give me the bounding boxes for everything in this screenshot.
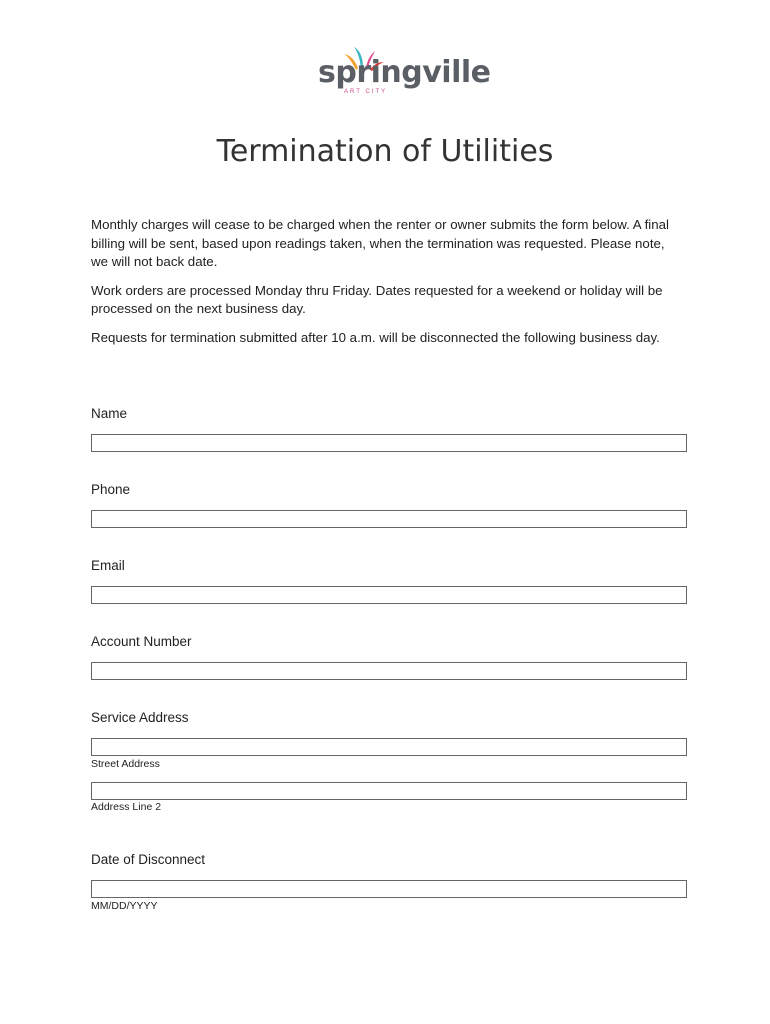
springville-logo [318,46,491,100]
name-label: Name [91,406,128,421]
email-input[interactable] [91,586,687,604]
intro-paragraph-2: Work orders are processed Monday thru Friday. Dates requested for a weekend or holiday will be processed on the next business day. [91,282,663,316]
account-number-label: Account Number [91,634,192,649]
account-number-input[interactable] [91,662,687,680]
street-address-input[interactable] [91,738,687,756]
intro-paragraph-3: Requests for termination submitted after 10 a.m. will be disconnected the following business day. [91,329,660,345]
logo-tagline: ART CITY [344,89,388,95]
page-title: Termination of Utilities [216,134,554,169]
address-line-2-sublabel: Address Line 2 [91,801,162,813]
intro-paragraph-1: Monthly charges will cease to be charged when the renter or owner submits the form below. A final billing will be sent, based upon readings taken, when the termination was requested. Please note, we will not back date. [91,217,669,269]
date-format-sublabel: MM/DD/YYYY [91,900,158,912]
address-line-2-input[interactable] [91,782,687,800]
date-of-disconnect-input[interactable] [91,880,687,898]
date-of-disconnect-label: Date of Disconnect [91,852,206,867]
phone-input[interactable] [91,510,687,528]
phone-label: Phone [91,482,131,497]
logo-wordmark: springville [318,55,491,90]
name-input[interactable] [91,434,687,452]
intro-text [91,216,681,357]
street-address-sublabel: Street Address [91,758,160,770]
email-label: Email [91,558,125,573]
service-address-label: Service Address [91,710,189,725]
